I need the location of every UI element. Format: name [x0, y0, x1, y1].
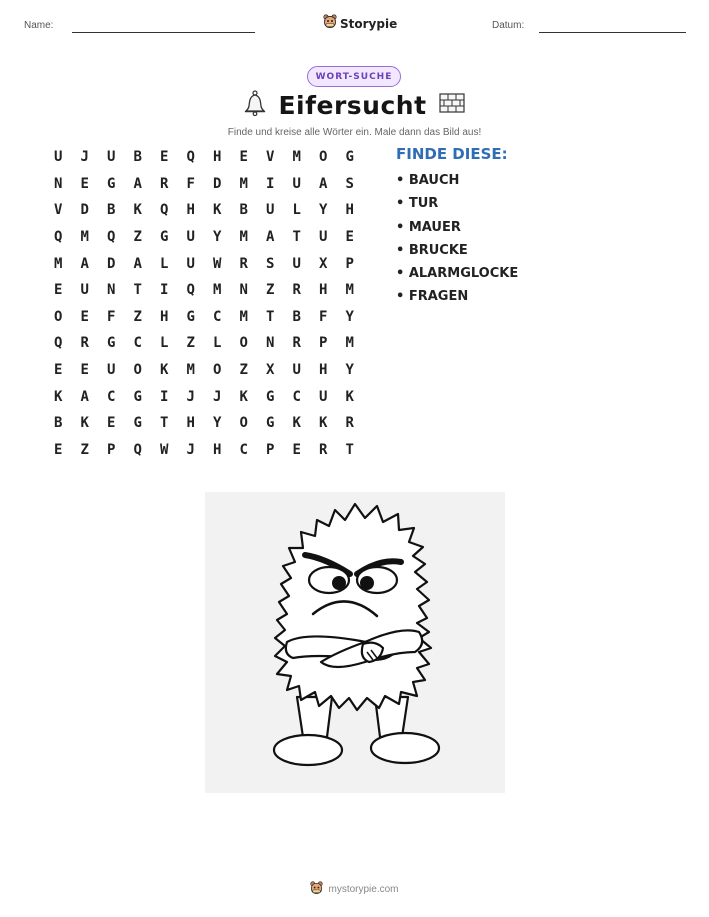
footer	[0, 880, 709, 899]
grid-cell[interactable]: A	[266, 229, 275, 246]
grid-cell[interactable]: E	[80, 308, 89, 325]
grid-cell[interactable]: E	[80, 362, 89, 379]
grid-cell[interactable]: C	[107, 388, 116, 405]
grid-cell[interactable]: K	[213, 202, 222, 219]
grid-cell[interactable]: U	[54, 149, 63, 166]
grid-cell[interactable]: U	[292, 362, 301, 379]
storypie-logo-icon	[323, 14, 337, 33]
brand-name: Storypie	[340, 16, 398, 31]
grid-cell[interactable]: E	[54, 362, 63, 379]
grid-cell[interactable]: U	[266, 202, 275, 219]
grid-cell[interactable]: H	[160, 308, 169, 325]
grid-cell[interactable]: G	[107, 175, 116, 192]
grid-cell[interactable]: J	[213, 388, 222, 405]
grid-cell[interactable]: Y	[319, 202, 328, 219]
grid-cell[interactable]: O	[239, 415, 248, 432]
grid-cell[interactable]: B	[292, 308, 301, 325]
grid-cell[interactable]: X	[319, 255, 328, 272]
grid-cell[interactable]: J	[186, 441, 195, 458]
grid-cell[interactable]: K	[80, 415, 89, 432]
grid-cell[interactable]: F	[186, 175, 195, 192]
grid-cell[interactable]: G	[133, 388, 142, 405]
grid-cell[interactable]: Q	[133, 441, 142, 458]
grid-cell[interactable]: Z	[80, 441, 89, 458]
grid-cell[interactable]: N	[107, 282, 116, 299]
grid-cell[interactable]: I	[160, 282, 169, 299]
grid-cell[interactable]: K	[133, 202, 142, 219]
grid-cell[interactable]: A	[80, 388, 89, 405]
grid-cell[interactable]: K	[345, 388, 354, 405]
grid-cell[interactable]: R	[80, 335, 89, 352]
name-line[interactable]	[72, 32, 255, 33]
grid-cell[interactable]: H	[213, 441, 222, 458]
grid-cell[interactable]: G	[345, 149, 354, 166]
jealous-monster-illustration	[205, 492, 505, 793]
grid-cell[interactable]: U	[292, 175, 301, 192]
grid-cell[interactable]: M	[239, 308, 248, 325]
grid-cell[interactable]: C	[213, 308, 222, 325]
grid-cell[interactable]: T	[345, 441, 354, 458]
grid-cell[interactable]: Q	[54, 229, 63, 246]
grid-cell[interactable]: R	[160, 175, 169, 192]
grid-cell[interactable]: A	[80, 255, 89, 272]
grid-cell[interactable]: E	[80, 175, 89, 192]
grid-cell[interactable]: Y	[345, 308, 354, 325]
grid-cell[interactable]: U	[107, 362, 116, 379]
grid-cell[interactable]: G	[266, 415, 275, 432]
word-list-item: • ALARMGLOCKE	[396, 266, 519, 282]
grid-cell[interactable]: K	[319, 415, 328, 432]
grid-cell[interactable]: H	[345, 202, 354, 219]
grid-cell[interactable]: D	[80, 202, 89, 219]
grid-cell[interactable]: U	[292, 255, 301, 272]
title-row	[0, 90, 709, 120]
grid-cell[interactable]: W	[160, 441, 169, 458]
grid-cell[interactable]: F	[319, 308, 328, 325]
grid-cell[interactable]: G	[160, 229, 169, 246]
grid-cell[interactable]: L	[160, 335, 169, 352]
grid-cell[interactable]: A	[133, 255, 142, 272]
grid-cell[interactable]: D	[107, 255, 116, 272]
word-list	[396, 172, 518, 312]
grid-cell[interactable]: Y	[213, 415, 222, 432]
grid-cell[interactable]: T	[160, 415, 169, 432]
grid-cell[interactable]: K	[292, 415, 301, 432]
grid-cell[interactable]: Q	[186, 282, 195, 299]
name-label: Name:	[24, 20, 54, 31]
grid-cell[interactable]: U	[186, 229, 195, 246]
grid-cell[interactable]: O	[239, 335, 248, 352]
grid-cell[interactable]: V	[54, 202, 63, 219]
grid-cell[interactable]: D	[213, 175, 222, 192]
grid-cell[interactable]: B	[54, 415, 63, 432]
grid-cell[interactable]: K	[54, 388, 63, 405]
grid-cell[interactable]: Q	[160, 202, 169, 219]
grid-cell[interactable]: I	[160, 388, 169, 405]
grid-cell[interactable]: R	[292, 335, 301, 352]
word-list-item: • FRAGEN	[396, 289, 469, 305]
grid-cell[interactable]: H	[319, 362, 328, 379]
date-line[interactable]	[539, 32, 686, 33]
grid-cell[interactable]: R	[292, 282, 301, 299]
coloring-picture	[205, 492, 505, 793]
bell-icon	[244, 90, 266, 120]
page-title: Eifersucht	[278, 90, 427, 120]
grid-cell[interactable]: N	[54, 175, 63, 192]
grid-cell[interactable]: R	[345, 415, 354, 432]
grid-cell[interactable]: N	[239, 282, 248, 299]
grid-cell[interactable]: Y	[345, 362, 354, 379]
grid-cell[interactable]: O	[213, 362, 222, 379]
grid-cell[interactable]: T	[133, 282, 142, 299]
grid-cell[interactable]: J	[186, 388, 195, 405]
grid-cell[interactable]: P	[345, 255, 354, 272]
grid-cell[interactable]: E	[54, 441, 63, 458]
grid-cell[interactable]: G	[266, 388, 275, 405]
grid-cell[interactable]: P	[266, 441, 275, 458]
grid-cell[interactable]: B	[107, 202, 116, 219]
grid-cell[interactable]: M	[54, 255, 63, 272]
grid-cell[interactable]: T	[266, 308, 275, 325]
grid-cell[interactable]: C	[133, 335, 142, 352]
grid-cell[interactable]: Q	[186, 149, 195, 166]
grid-cell[interactable]: U	[80, 282, 89, 299]
grid-cell[interactable]: E	[292, 441, 301, 458]
grid-cell[interactable]: E	[107, 415, 116, 432]
grid-cell[interactable]: O	[133, 362, 142, 379]
category-badge: WORT-SUCHE	[307, 66, 401, 87]
instructions: Finde und kreise alle Wörter ein. Male dann das Bild aus!	[227, 127, 482, 138]
grid-cell[interactable]: L	[213, 335, 222, 352]
grid-cell[interactable]: K	[239, 388, 248, 405]
grid-cell[interactable]: G	[186, 308, 195, 325]
grid-cell[interactable]: M	[345, 282, 354, 299]
grid-cell[interactable]: G	[133, 415, 142, 432]
grid-cell[interactable]: U	[319, 229, 328, 246]
grid-cell[interactable]: H	[319, 282, 328, 299]
word-list-item: • BRUCKE	[396, 242, 468, 258]
grid-cell[interactable]: C	[239, 441, 248, 458]
grid-cell[interactable]: M	[186, 362, 195, 379]
grid-cell[interactable]: M	[239, 229, 248, 246]
grid-cell[interactable]: M	[239, 175, 248, 192]
grid-cell[interactable]: A	[319, 175, 328, 192]
grid-cell[interactable]: W	[213, 255, 222, 272]
grid-cell[interactable]: S	[345, 175, 354, 192]
grid-cell[interactable]: H	[186, 415, 195, 432]
brick-wall-icon	[439, 93, 465, 117]
grid-cell[interactable]: U	[319, 388, 328, 405]
grid-cell[interactable]: R	[319, 441, 328, 458]
storypie-logo-icon	[310, 880, 323, 899]
grid-cell[interactable]: Q	[107, 229, 116, 246]
word-list-item: • TUR	[396, 196, 439, 212]
grid-cell[interactable]: K	[160, 362, 169, 379]
date-label: Datum:	[492, 20, 525, 31]
grid-cell[interactable]: T	[292, 229, 301, 246]
grid-cell[interactable]: O	[54, 308, 63, 325]
grid-cell[interactable]: H	[186, 202, 195, 219]
grid-cell[interactable]: L	[292, 202, 301, 219]
grid-cell[interactable]: G	[107, 335, 116, 352]
grid-cell[interactable]: Q	[54, 335, 63, 352]
grid-cell[interactable]: I	[266, 175, 275, 192]
grid-cell[interactable]: E	[345, 229, 354, 246]
footer-url[interactable]: mystorypie.com	[328, 884, 399, 895]
grid-cell[interactable]: M	[345, 335, 354, 352]
grid-cell[interactable]: U	[186, 255, 195, 272]
grid-cell[interactable]: Z	[266, 282, 275, 299]
grid-cell[interactable]: M	[80, 229, 89, 246]
grid-cell[interactable]: P	[107, 441, 116, 458]
grid-cell[interactable]: V	[266, 149, 275, 166]
grid-cell[interactable]: Y	[213, 229, 222, 246]
grid-cell[interactable]: B	[133, 149, 142, 166]
grid-cell[interactable]: S	[266, 255, 275, 272]
grid-cell[interactable]: E	[54, 282, 63, 299]
grid-cell[interactable]: F	[107, 308, 116, 325]
word-search-grid[interactable]	[45, 144, 363, 463]
grid-cell[interactable]: X	[266, 362, 275, 379]
grid-cell[interactable]: M	[213, 282, 222, 299]
grid-cell[interactable]: B	[239, 202, 248, 219]
word-list-heading: FINDE DIESE:	[396, 145, 508, 163]
grid-cell[interactable]: U	[107, 149, 116, 166]
grid-cell[interactable]: N	[266, 335, 275, 352]
word-list-item: • MAUER	[396, 219, 461, 235]
grid-cell[interactable]: Z	[239, 362, 248, 379]
brand-logo	[323, 14, 397, 33]
grid-cell[interactable]: Z	[133, 229, 142, 246]
grid-cell[interactable]: E	[239, 149, 248, 166]
grid-cell[interactable]: L	[160, 255, 169, 272]
grid-cell[interactable]: C	[292, 388, 301, 405]
grid-cell[interactable]: E	[160, 149, 169, 166]
grid-cell[interactable]: R	[239, 255, 248, 272]
grid-cell[interactable]: A	[133, 175, 142, 192]
word-list-item: • BAUCH	[396, 173, 460, 188]
grid-cell[interactable]: Z	[186, 335, 195, 352]
grid-cell[interactable]: O	[319, 149, 328, 166]
grid-cell[interactable]: Z	[133, 308, 142, 325]
grid-cell[interactable]: J	[80, 149, 89, 166]
grid-cell[interactable]: H	[213, 149, 222, 166]
grid-cell[interactable]: M	[292, 149, 301, 166]
grid-cell[interactable]: P	[319, 335, 328, 352]
